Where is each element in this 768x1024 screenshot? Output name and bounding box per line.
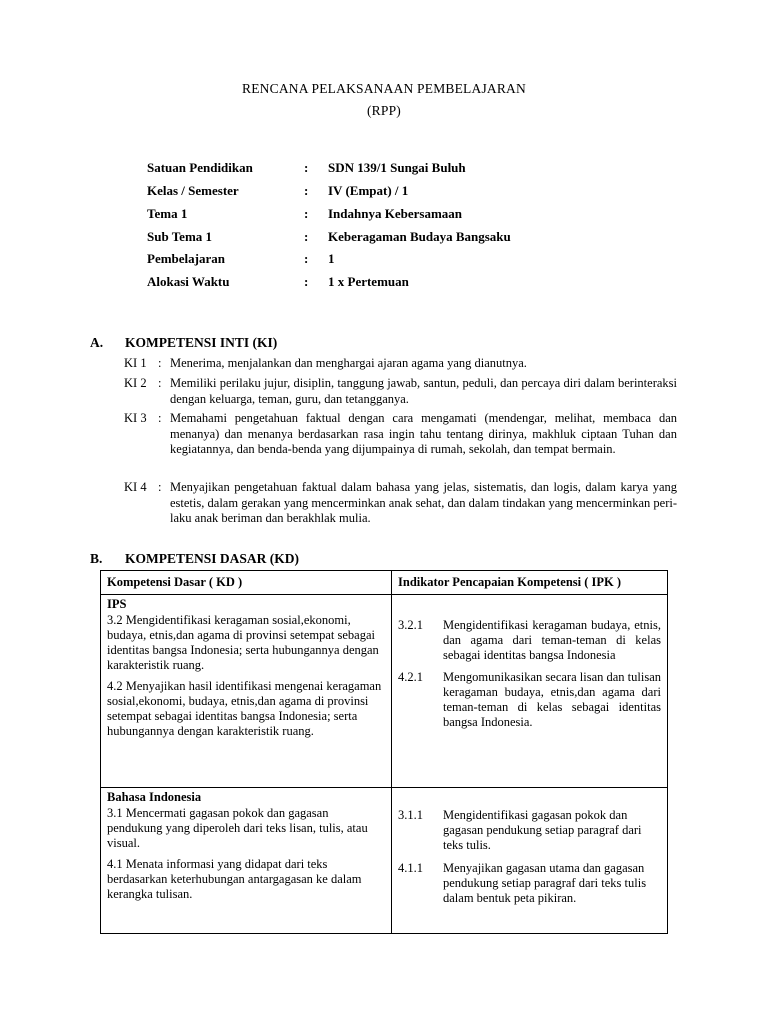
ipk-item bbox=[398, 861, 661, 906]
ipk-item bbox=[398, 670, 661, 730]
identity-label: Kelas / Semester bbox=[147, 183, 239, 198]
ki-text: Menerima, menjalankan dan menghargai ajaran agama yang dianutnya. bbox=[170, 356, 527, 370]
subject-label: IPS bbox=[107, 597, 127, 611]
ki-separator: : bbox=[158, 376, 162, 390]
kd-text: Mengidentifikasi keragaman sosial,ekonomi, budaya, etnis,dan agama di provinsi setempat sebagai identitas bangsa Indonesia; serta hubungannya dengan karakteristik ruang. bbox=[107, 613, 379, 672]
identity-value: Keberagaman Budaya Bangsaku bbox=[328, 229, 511, 244]
kd-number: 4.2 bbox=[107, 679, 123, 693]
ipk-number: 3.1.1 bbox=[398, 808, 423, 822]
table-row bbox=[101, 788, 668, 934]
kd-cell bbox=[101, 595, 392, 788]
section-letter: A. bbox=[90, 335, 104, 350]
ki-text: Menyajikan pengetahuan faktual dalam bahasa yang jelas, sistematis, dan logis, dalam karya yang estetis, dalam gerakan yang mencerminkan anak sehat, dan dalam tindakan yang mencerminkan peri-laku anak beriman dan berakhlak mulia. bbox=[170, 480, 677, 526]
document-title: RENCANA PELAKSANAAN PEMBELAJARAN bbox=[242, 81, 526, 96]
ki-code: KI 2 bbox=[124, 376, 147, 390]
subject-label: Bahasa Indonesia bbox=[107, 790, 202, 804]
ki-text: Memahami pengetahuan faktual dengan cara mengamati (mendengar, melihat, membaca dan menanya) dan menanya berdasarkan rasa ingin tahu tentang dirinya, makhluk ciptaan Tuhan dan kegiatannya, dan benda-benda yang dijumpainya di rumah, sekolah, dan tempat bermain. bbox=[170, 411, 677, 457]
kd-item bbox=[107, 806, 387, 851]
identity-label: Satuan Pendidikan bbox=[147, 160, 253, 175]
ki-text: Memiliki perilaku jujur, disiplin, tanggung jawab, santun, peduli, dan percaya diri dalam berinteraksi dengan keluarga, teman, guru, dan tetangganya. bbox=[170, 376, 677, 406]
ki-separator: : bbox=[158, 411, 162, 425]
table-header-ipk: Indikator Pencapaian Kompetensi ( IPK ) bbox=[392, 571, 668, 595]
ki-code: KI 4 bbox=[124, 480, 147, 494]
kd-cell bbox=[101, 788, 392, 934]
ipk-cell bbox=[392, 788, 668, 934]
identity-label: Sub Tema 1 bbox=[147, 229, 213, 244]
ipk-text: Mengidentifikasi gagasan pokok dan gagasan pendukung setiap paragraf dari teks tulis. bbox=[443, 808, 642, 852]
identity-colon: : bbox=[304, 183, 309, 198]
identity-value: SDN 139/1 Sungai Buluh bbox=[328, 160, 466, 175]
ipk-number: 4.2.1 bbox=[398, 670, 423, 684]
kd-item bbox=[107, 679, 387, 739]
ipk-text: Mengomunikasikan secara lisan dan tulisan keragaman budaya, etnis,dan agama dari teman-teman di kelas sebagai identitas bangsa Indonesia. bbox=[443, 670, 661, 729]
identity-colon: : bbox=[304, 251, 309, 266]
identity-label: Tema 1 bbox=[147, 206, 188, 221]
identity-colon: : bbox=[304, 274, 309, 289]
ipk-item bbox=[398, 618, 661, 663]
ipk-item bbox=[398, 808, 661, 853]
ki-code: KI 3 bbox=[124, 411, 147, 425]
kd-number: 3.2 bbox=[107, 613, 123, 627]
identity-value: IV (Empat) / 1 bbox=[328, 183, 409, 198]
ki-separator: : bbox=[158, 480, 162, 494]
identity-value: 1 bbox=[328, 251, 335, 266]
table-row bbox=[101, 595, 668, 788]
ipk-number: 3.2.1 bbox=[398, 618, 423, 632]
table-header-kd: Kompetensi Dasar ( KD ) bbox=[101, 571, 392, 595]
kd-number: 3.1 bbox=[107, 806, 123, 820]
section-letter: B. bbox=[90, 551, 103, 566]
kd-text: Menyajikan hasil identifikasi mengenai keragaman sosial,ekonomi, budaya, etnis,dan agama di provinsi setempat sebagai identitas bangsa Indonesia; serta hubungannya dengan karakteristik ruang. bbox=[107, 679, 382, 738]
section-title: KOMPETENSI INTI (KI) bbox=[125, 335, 278, 350]
table-header-row bbox=[101, 571, 668, 595]
section-title: KOMPETENSI DASAR (KD) bbox=[125, 551, 300, 566]
ki-separator: : bbox=[158, 356, 162, 370]
ipk-text: Mengidentifikasi keragaman budaya, etnis, dan agama dari teman-teman di kelas sebagai identitas bangsa Indonesia bbox=[443, 618, 661, 662]
kd-table bbox=[100, 570, 668, 934]
kd-number: 4.1 bbox=[107, 857, 123, 871]
identity-colon: : bbox=[304, 206, 309, 221]
kd-text: Menata informasi yang didapat dari teks berdasarkan keterhubungan antargagasan ke dalam kerangka tulisan. bbox=[107, 857, 362, 901]
kd-text: Mencermati gagasan pokok dan gagasan pendukung yang diperoleh dari teks lisan, tulis, atau visual. bbox=[107, 806, 368, 850]
kd-item bbox=[107, 613, 387, 673]
identity-colon: : bbox=[304, 160, 309, 175]
identity-value: Indahnya Kebersamaan bbox=[328, 206, 462, 221]
kd-item bbox=[107, 857, 387, 902]
document-subtitle: (RPP) bbox=[366, 103, 401, 118]
identity-value: 1 x Pertemuan bbox=[328, 274, 409, 289]
ki-code: KI 1 bbox=[124, 356, 147, 370]
identity-label: Pembelajaran bbox=[147, 251, 225, 266]
ipk-cell bbox=[392, 595, 668, 788]
identity-colon: : bbox=[304, 229, 309, 244]
ipk-number: 4.1.1 bbox=[398, 861, 423, 875]
ipk-text: Menyajikan gagasan utama dan gagasan pendukung setiap paragraf dari teks tulis dalam bentuk peta pikiran. bbox=[443, 861, 647, 905]
identity-label: Alokasi Waktu bbox=[147, 274, 230, 289]
